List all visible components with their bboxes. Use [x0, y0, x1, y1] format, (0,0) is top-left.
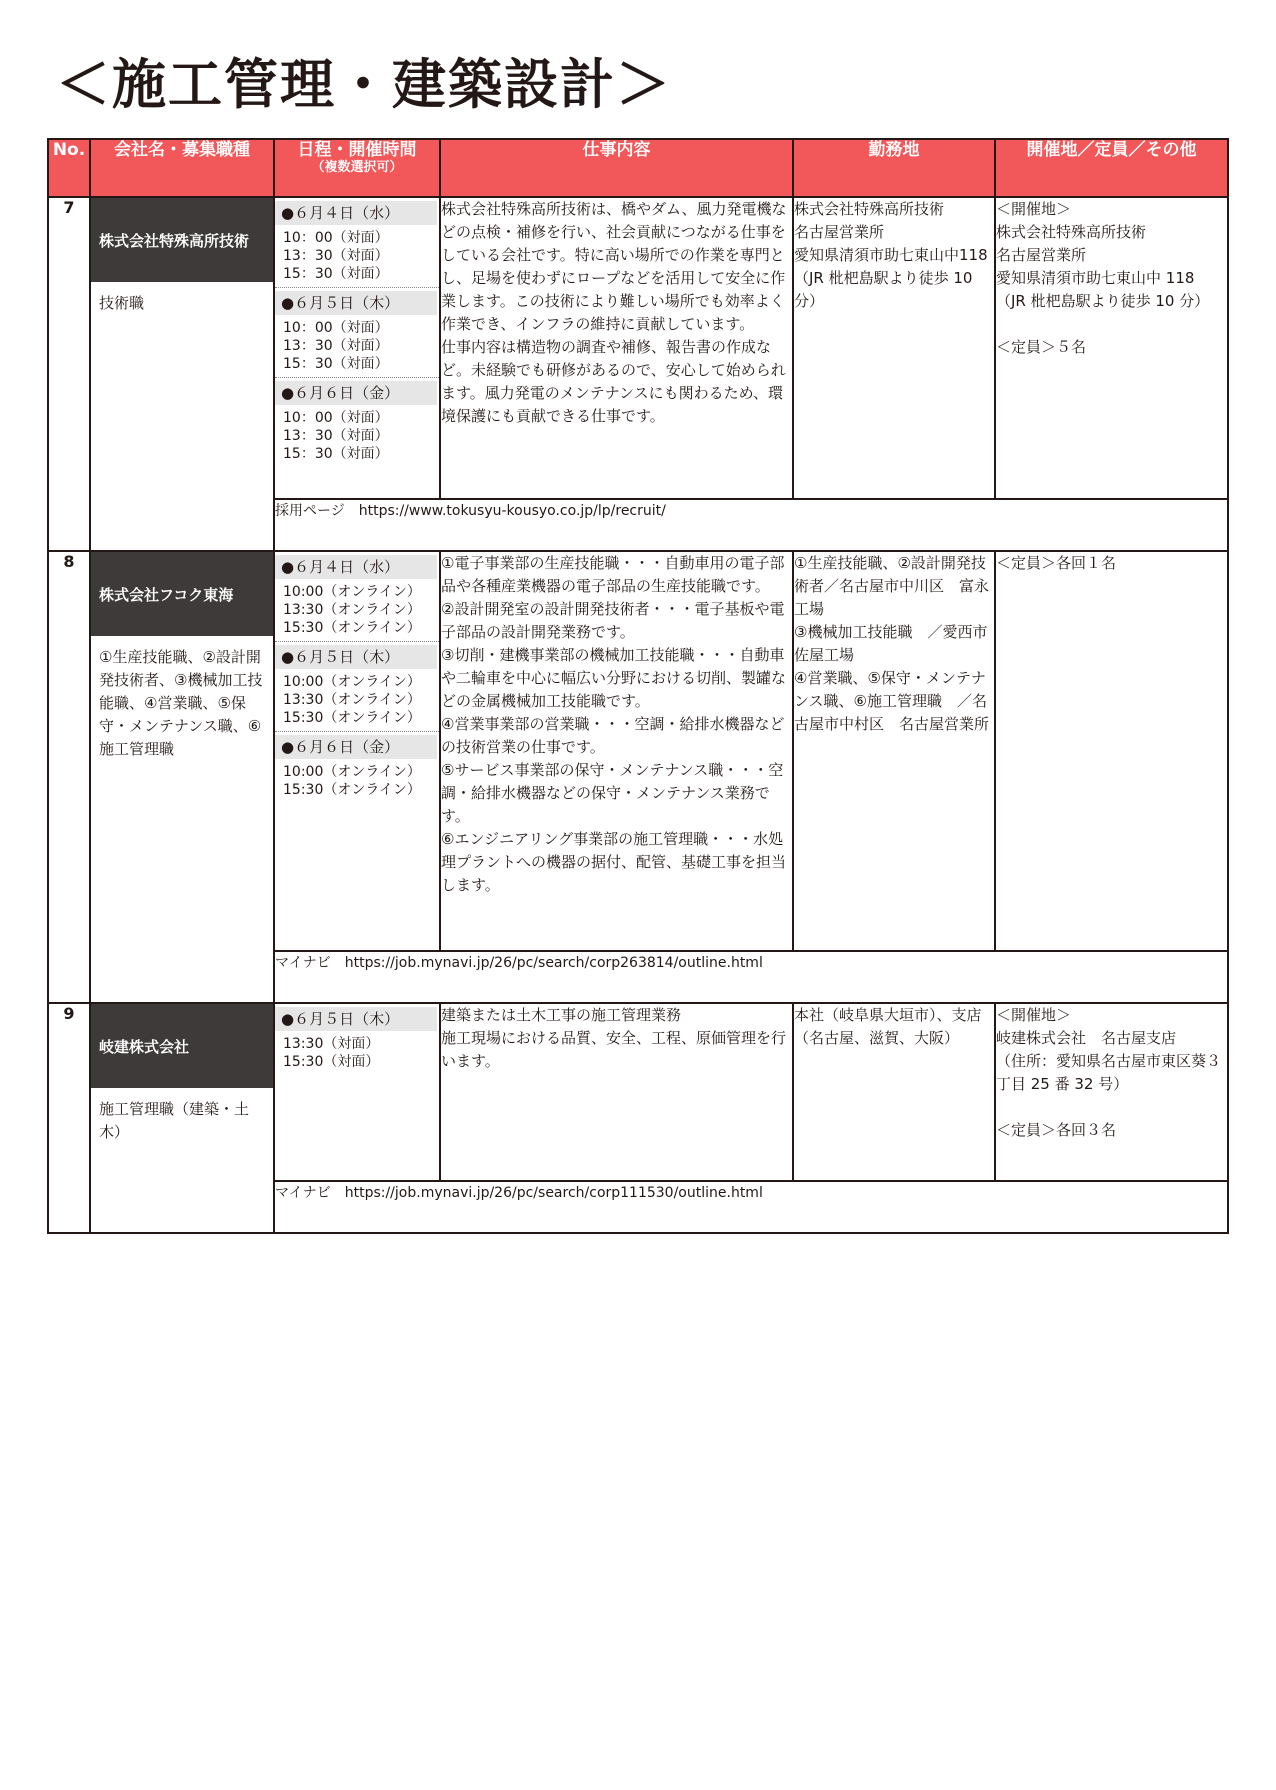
schedule-block [275, 377, 439, 467]
schedule-cell [274, 197, 440, 499]
recruit-link-text[interactable]: マイナビ https://job.mynavi.jp/26/pc/search/corp263814/outline.html [275, 955, 763, 971]
header-schedule [274, 139, 440, 197]
company-name: 株式会社特殊高所技術 [91, 198, 273, 282]
job-table [47, 138, 1229, 1234]
schedule-date: ●６月４日（水） [275, 555, 437, 579]
schedule-date: ●６月５日（木） [275, 1007, 437, 1031]
venue-info: ＜開催地＞ 岐建株式会社 名古屋支店 （住所：愛知県名古屋市東区葵３丁目 25 番 32 号） ＜定員＞各回３名 [995, 1003, 1228, 1181]
schedule-block [275, 1007, 439, 1075]
schedule-block [275, 287, 439, 377]
recruit-link[interactable] [274, 499, 1228, 551]
schedule-time: 15:30（オンライン） [283, 710, 421, 726]
table-row [48, 551, 1228, 951]
schedule-block [275, 641, 439, 731]
recruit-link[interactable] [274, 1181, 1228, 1233]
work-location: 本社（岐阜県大垣市）、支店（名古屋、滋賀、大阪） [793, 1003, 995, 1181]
work-location: 株式会社特殊高所技術 名古屋営業所 愛知県清須市助七東山中118 （JR 枇杷島駅より徒歩 10 分） [793, 197, 995, 499]
company-name: 株式会社フコク東海 [91, 552, 273, 636]
recruit-link-text[interactable]: マイナビ https://job.mynavi.jp/26/pc/search/corp111530/outline.html [275, 1185, 763, 1201]
schedule-time: 10:00（オンライン） [283, 674, 421, 690]
header-no: No. [48, 139, 90, 197]
job-description: ①電子事業部の生産技能職・・・自動車用の電子部品や各種産業機器の電子部品の生産技能職です。 ②設計開発室の設計開発技術者・・・電子基板や電子部品の設計開発業務です。 ③切削・建機事業部の機械加工技能職・・・自動車や二輪車を中心に幅広い分野における切削、製罐などの金属機械加工技能職です。 ④営業事業部の営業職・・・空調・給排水機器などの技術営業の仕事です。 ⑤サービス事業部の保守・メンテナンス職・・・空調・給排水機器などの保守・メンテナンス業務です。 ⑥エンジニアリング事業部の施工管理職・・・水処理プラントへの機器の据付、配管、基礎工事を担当します。 [440, 551, 793, 951]
schedule-block [275, 555, 439, 641]
table-row [48, 1003, 1228, 1181]
row-number: 9 [48, 1003, 90, 1233]
schedule-time: 15：30（対面） [283, 446, 389, 462]
table-row [48, 197, 1228, 499]
schedule-date: ●６月５日（木） [275, 645, 437, 669]
row-number: 7 [48, 197, 90, 551]
header-company: 会社名・募集職種 [90, 139, 274, 197]
job-role: ①生産技能職、②設計開発技術者、③機械加工技能職、④営業職、⑤保守・メンテナンス職、⑥施工管理職 [99, 648, 263, 758]
schedule-block [275, 731, 439, 803]
schedule-time: 10：00（対面） [283, 320, 389, 336]
schedule-time: 10：00（対面） [283, 410, 389, 426]
header-job: 仕事内容 [440, 139, 793, 197]
schedule-time: 15:30（対面） [283, 1054, 380, 1070]
page-title: ＜施工管理・建築設計＞ [56, 53, 672, 116]
schedule-time: 10:00（オンライン） [283, 584, 421, 600]
schedule-time: 13:30（オンライン） [283, 692, 421, 708]
job-role: 技術職 [99, 294, 145, 312]
schedule-time: 13:30（オンライン） [283, 602, 421, 618]
job-role: 施工管理職（建築・土木） [99, 1100, 250, 1141]
schedule-time: 10：00（対面） [283, 230, 389, 246]
schedule-date: ●６月６日（金） [275, 381, 437, 405]
schedule-time: 13：30（対面） [283, 248, 389, 264]
schedule-time: 13:30（対面） [283, 1036, 380, 1052]
company-cell [90, 551, 274, 1003]
schedule-date: ●６月６日（金） [275, 735, 437, 759]
header-location: 勤務地 [793, 139, 995, 197]
company-cell [90, 1003, 274, 1233]
venue-info: ＜開催地＞ 株式会社特殊高所技術 名古屋営業所 愛知県清須市助七東山中 118 （JR 枇杷島駅より徒歩 10 分） ＜定員＞５名 [995, 197, 1228, 499]
schedule-time: 13：30（対面） [283, 428, 389, 444]
header-schedule-sub: （複数選択可） [311, 160, 403, 175]
header-schedule-label: 日程・開催時間 [297, 140, 417, 160]
row-number: 8 [48, 551, 90, 1003]
work-location: ①生産技能職、②設計開発技術者／名古屋市中川区 富永工場 ③機械加工技能職 ／愛西市 佐屋工場 ④営業職、⑤保守・メンテナンス職、⑥施工管理職 ／名古屋市中村区 名古屋営業所 [793, 551, 995, 951]
schedule-cell [274, 1003, 440, 1181]
schedule-date: ●６月４日（水） [275, 201, 437, 225]
company-name: 岐建株式会社 [91, 1004, 273, 1088]
job-description: 建築または土木工事の施工管理業務 施工現場における品質、安全、工程、原価管理を行います。 [440, 1003, 793, 1181]
table-header-row [48, 139, 1228, 197]
recruit-link-text[interactable]: 採用ページ https://www.tokusyu-kousyo.co.jp/lp/recruit/ [275, 503, 666, 519]
recruit-link[interactable] [274, 951, 1228, 1003]
company-cell [90, 197, 274, 551]
schedule-time: 15：30（対面） [283, 266, 389, 282]
schedule-cell [274, 551, 440, 951]
header-venue: 開催地／定員／その他 [995, 139, 1228, 197]
job-description: 株式会社特殊高所技術は、橋やダム、風力発電機などの点検・補修を行い、社会貢献につながる仕事をしている会社です。特に高い場所での作業を専門とし、足場を使わずにロープなどを活用して安全に作業します。この技術により難しい場所でも効率よく作業でき、インフラの維持に貢献しています。 仕事内容は構造物の調査や補修、報告書の作成など。未経験でも研修があるので、安心して始められます。風力発電のメンテナンスにも関わるため、環境保護にも貢献できる仕事です。 [440, 197, 793, 499]
schedule-date: ●６月５日（木） [275, 291, 437, 315]
schedule-block [275, 201, 439, 287]
venue-info: ＜定員＞各回１名 [995, 551, 1228, 951]
schedule-time: 15:30（オンライン） [283, 620, 421, 636]
schedule-time: 15：30（対面） [283, 356, 389, 372]
schedule-time: 15:30（オンライン） [283, 782, 421, 798]
schedule-time: 13：30（対面） [283, 338, 389, 354]
schedule-time: 10:00（オンライン） [283, 764, 421, 780]
